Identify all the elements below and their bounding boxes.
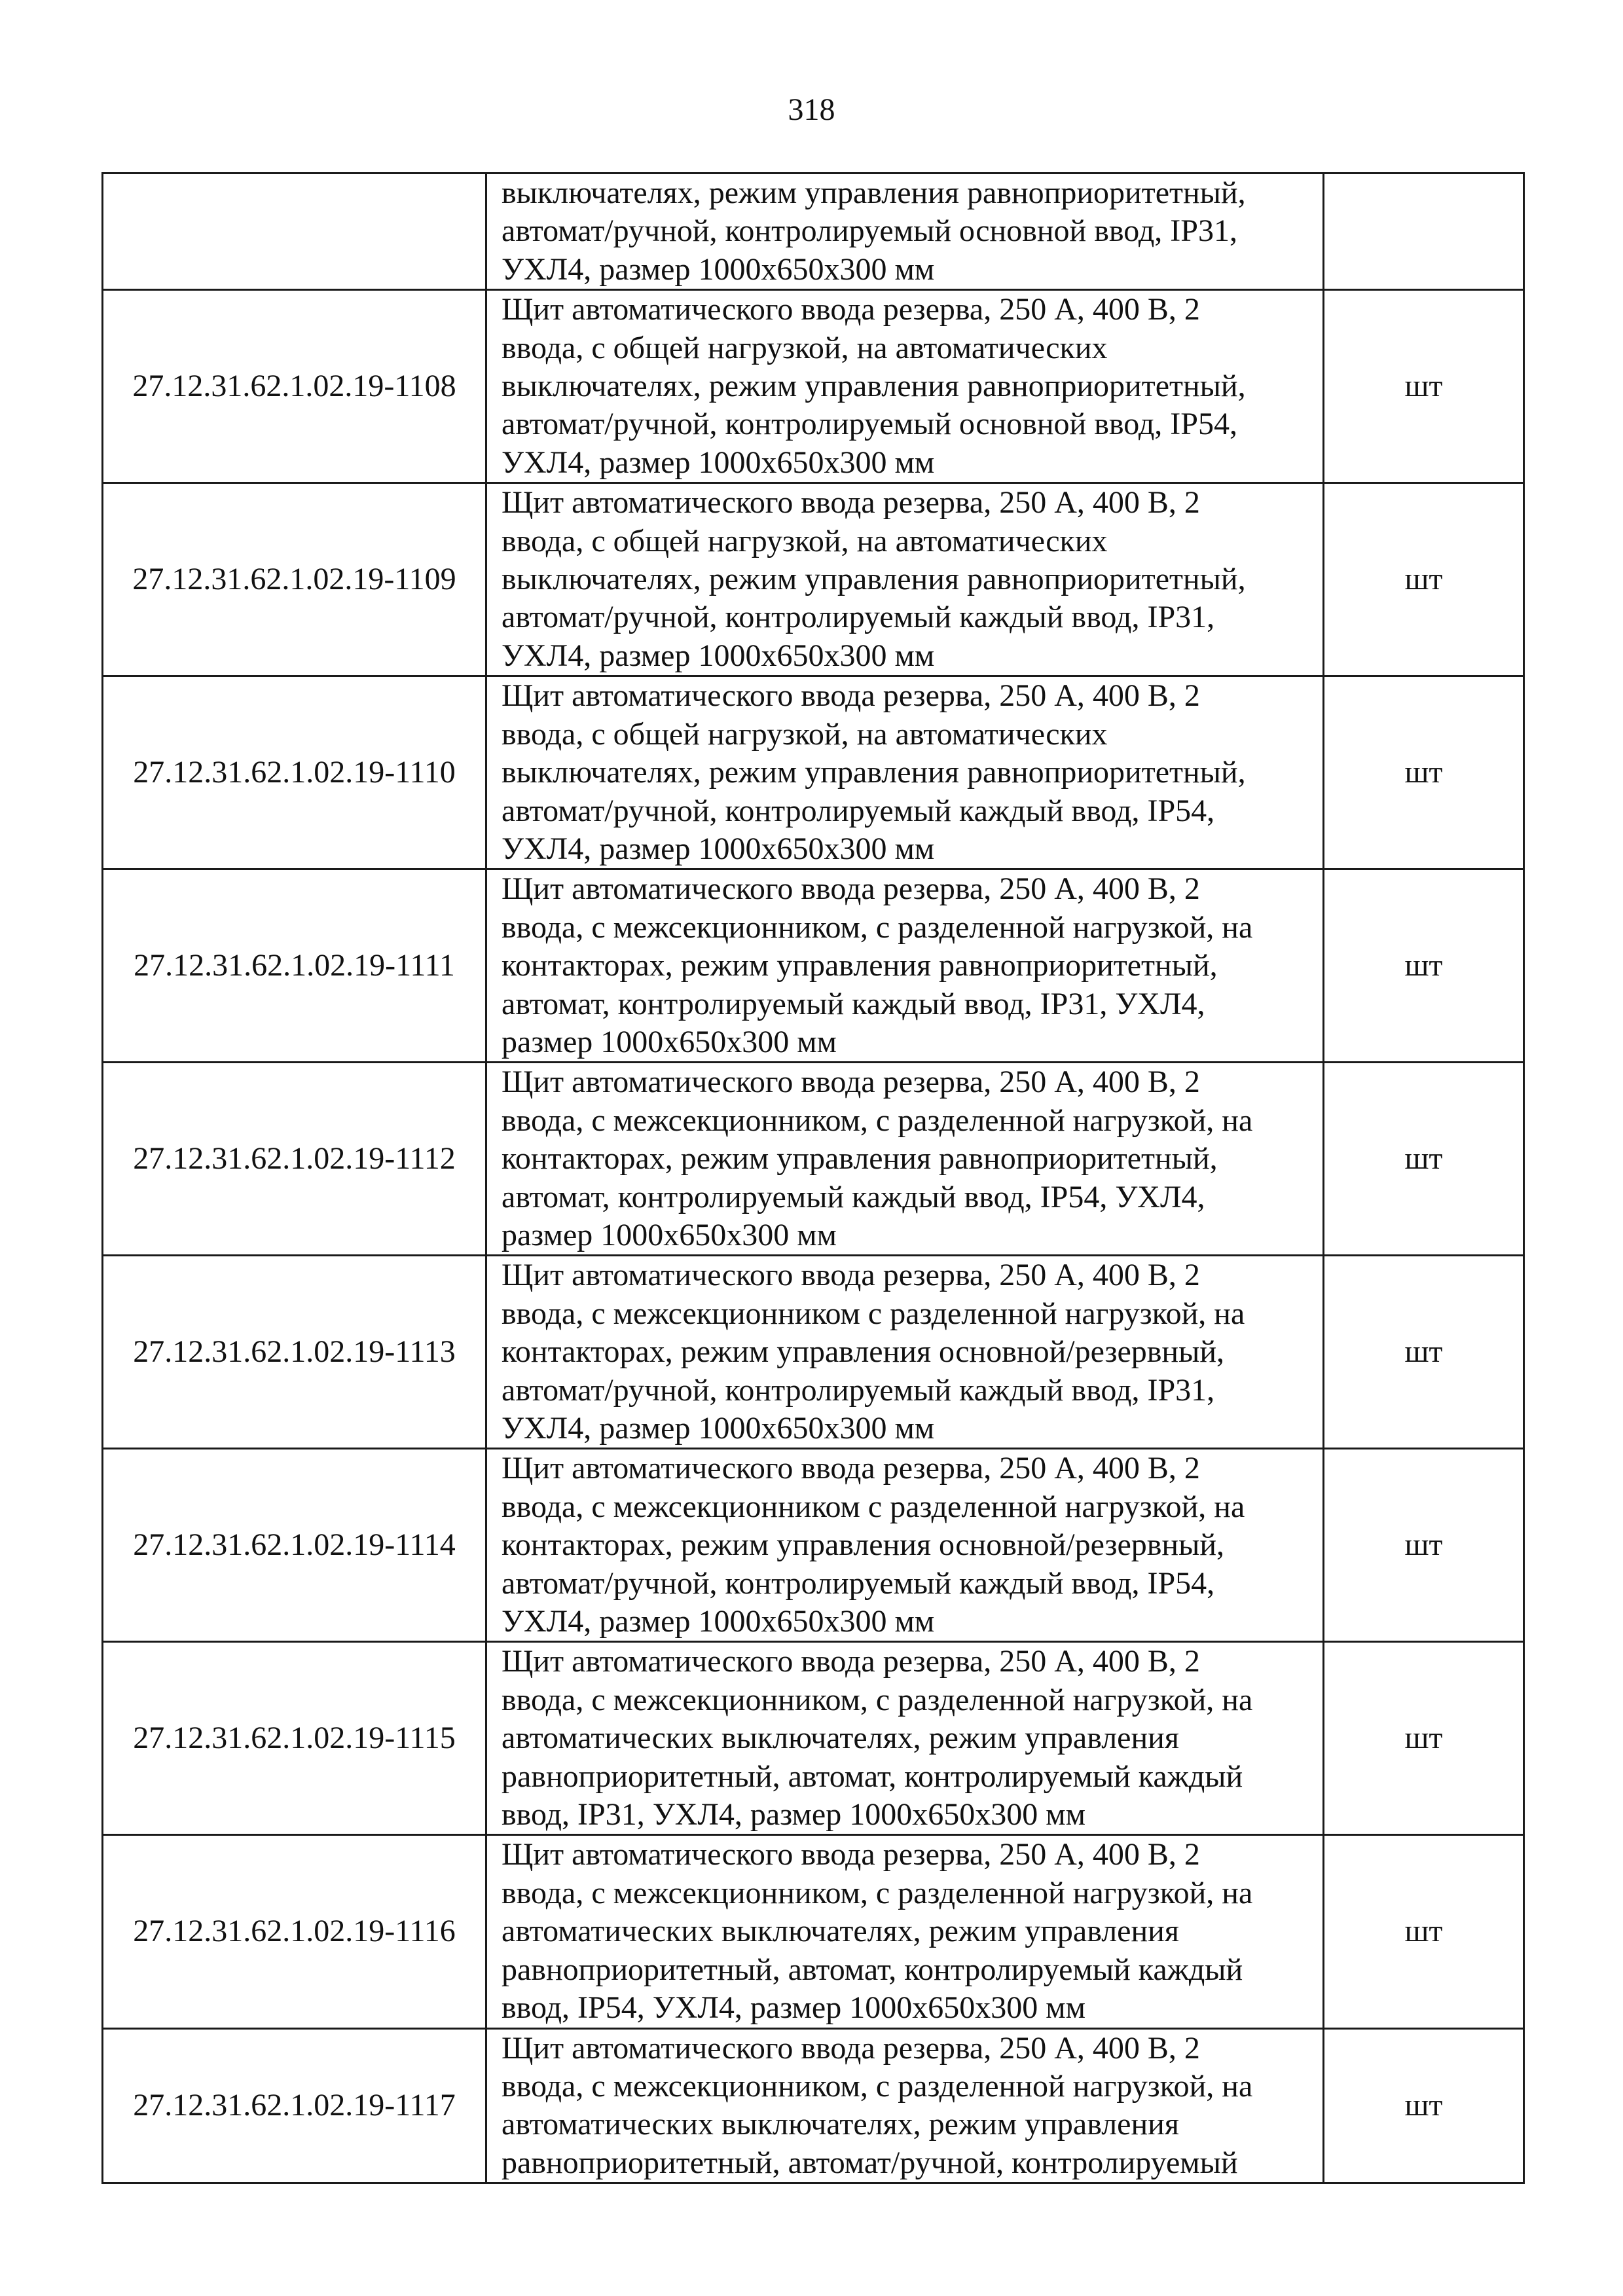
description-line: выключателях, режим управления равноприоритетный, xyxy=(501,369,1246,404)
item-description xyxy=(486,1063,1324,1256)
description-line: ввода, с общей нагрузкой, на автоматических xyxy=(501,330,1108,365)
description-line: Щит автоматического ввода резерва, 250 А, 400 В, 2 xyxy=(501,2030,1200,2066)
description-line: Щит автоматического ввода резерва, 250 А, 400 В, 2 xyxy=(501,1451,1200,1486)
description-line: ввода, с межсекционником, с разделенной нагрузкой, на xyxy=(501,909,1253,945)
description-line: УХЛ4, размер 1000x650x300 мм xyxy=(501,831,935,866)
description-line: равноприоритетный, автомат, контролируемый каждый xyxy=(501,1952,1243,1987)
description-line: Щит автоматического ввода резерва, 250 А, 400 В, 2 xyxy=(501,1258,1200,1293)
description-line: автомат/ручной, контролируемый каждый ввод, IP54, xyxy=(501,1565,1215,1601)
description-line: размер 1000x650x300 мм xyxy=(501,1217,837,1252)
description-line: Щит автоматического ввода резерва, 250 А, 400 В, 2 xyxy=(501,1065,1200,1100)
page-number: 318 xyxy=(788,92,835,127)
item-unit: шт xyxy=(1324,1256,1524,1449)
item-description xyxy=(486,173,1324,290)
item-code: 27.12.31.62.1.02.19-1113 xyxy=(103,1256,486,1449)
specification-table xyxy=(101,172,1525,2184)
item-unit: шт xyxy=(1324,869,1524,1063)
item-code xyxy=(103,173,486,290)
table-row xyxy=(103,676,1524,869)
table-row xyxy=(103,1256,1524,1449)
item-code: 27.12.31.62.1.02.19-1111 xyxy=(103,869,486,1063)
description-line: Щит автоматического ввода резерва, 250 А, 400 В, 2 xyxy=(501,871,1200,907)
description-line: выключателях, режим управления равноприоритетный, xyxy=(501,755,1246,790)
table-row xyxy=(103,483,1524,676)
description-line: ввода, с межсекционником, с разделенной нагрузкой, на xyxy=(501,1682,1253,1717)
table-row xyxy=(103,290,1524,483)
item-description xyxy=(486,2028,1324,2183)
description-line: автоматических выключателях, режим управления xyxy=(501,1914,1179,1949)
description-line: УХЛ4, размер 1000x650x300 мм xyxy=(501,1411,935,1446)
item-unit: шт xyxy=(1324,290,1524,483)
table-row xyxy=(103,1642,1524,1835)
description-line: Щит автоматического ввода резерва, 250 А, 400 В, 2 xyxy=(501,1837,1200,1872)
description-line: автомат/ручной, контролируемый основной ввод, IP54, xyxy=(501,407,1237,442)
description-line: автоматических выключателях, режим управления xyxy=(501,2107,1179,2142)
table-row xyxy=(103,1449,1524,1642)
description-line: размер 1000x650x300 мм xyxy=(501,1024,837,1059)
item-unit: шт xyxy=(1324,1835,1524,2028)
item-code: 27.12.31.62.1.02.19-1109 xyxy=(103,483,486,676)
description-line: автомат/ручной, контролируемый каждый ввод, IP31, xyxy=(501,600,1215,635)
description-line: УХЛ4, размер 1000x650x300 мм xyxy=(501,251,935,287)
item-unit: шт xyxy=(1324,1449,1524,1642)
item-code: 27.12.31.62.1.02.19-1114 xyxy=(103,1449,486,1642)
description-line: ввода, с межсекционником, с разделенной нагрузкой, на xyxy=(501,1875,1253,1910)
item-description xyxy=(486,290,1324,483)
item-code: 27.12.31.62.1.02.19-1112 xyxy=(103,1063,486,1256)
item-description xyxy=(486,1256,1324,1449)
description-line: УХЛ4, размер 1000x650x300 мм xyxy=(501,638,935,673)
description-line: автомат/ручной, контролируемый каждый ввод, IP54, xyxy=(501,793,1215,828)
item-code: 27.12.31.62.1.02.19-1108 xyxy=(103,290,486,483)
table-row xyxy=(103,173,1524,290)
description-line: ввода, с межсекционником, с разделенной нагрузкой, на xyxy=(501,2068,1253,2104)
description-line: выключателях, режим управления равноприоритетный, xyxy=(501,175,1246,210)
item-unit: шт xyxy=(1324,2028,1524,2183)
description-line: Щит автоматического ввода резерва, 250 А, 400 В, 2 xyxy=(501,485,1200,520)
description-line: контакторах, режим управления основной/резервный, xyxy=(501,1334,1225,1370)
item-code: 27.12.31.62.1.02.19-1116 xyxy=(103,1835,486,2028)
item-unit: шт xyxy=(1324,1063,1524,1256)
description-line: автомат, контролируемый каждый ввод, IP54, УХЛ4, xyxy=(501,1179,1205,1214)
description-line: Щит автоматического ввода резерва, 250 А, 400 В, 2 xyxy=(501,678,1200,714)
item-code: 27.12.31.62.1.02.19-1110 xyxy=(103,676,486,869)
item-description xyxy=(486,1642,1324,1835)
item-unit: шт xyxy=(1324,676,1524,869)
description-line: ввод, IP54, УХЛ4, размер 1000x650x300 мм xyxy=(501,1990,1085,2026)
item-unit xyxy=(1324,173,1524,290)
description-line: равноприоритетный, автомат/ручной, контролируемый xyxy=(501,2145,1238,2180)
description-line: выключателях, режим управления равноприоритетный, xyxy=(501,562,1246,597)
description-line: ввода, с общей нагрузкой, на автоматических xyxy=(501,523,1108,558)
table-row xyxy=(103,1063,1524,1256)
description-line: УХЛ4, размер 1000x650x300 мм xyxy=(501,1604,935,1639)
item-description xyxy=(486,483,1324,676)
description-line: Щит автоматического ввода резерва, 250 А, 400 В, 2 xyxy=(501,1644,1200,1679)
table-row xyxy=(103,1835,1524,2028)
description-line: ввода, с межсекционником с разделенной нагрузкой, на xyxy=(501,1296,1245,1331)
description-line: автоматических выключателях, режим управления xyxy=(501,1721,1179,1756)
description-line: автомат/ручной, контролируемый основной ввод, IP31, xyxy=(501,213,1237,249)
table-row xyxy=(103,869,1524,1063)
item-description xyxy=(486,676,1324,869)
description-line: УХЛ4, размер 1000x650x300 мм xyxy=(501,445,935,480)
item-code: 27.12.31.62.1.02.19-1115 xyxy=(103,1642,486,1835)
description-line: равноприоритетный, автомат, контролируемый каждый xyxy=(501,1758,1243,1794)
description-line: ввод, IP31, УХЛ4, размер 1000x650x300 мм xyxy=(501,1797,1085,1832)
description-line: ввода, с межсекционником, с разделенной нагрузкой, на xyxy=(501,1102,1253,1138)
item-description xyxy=(486,1835,1324,2028)
item-unit: шт xyxy=(1324,1642,1524,1835)
description-line: Щит автоматического ввода резерва, 250 А, 400 В, 2 xyxy=(501,292,1200,327)
item-description xyxy=(486,1449,1324,1642)
item-code: 27.12.31.62.1.02.19-1117 xyxy=(103,2028,486,2183)
description-line: автомат/ручной, контролируемый каждый ввод, IP31, xyxy=(501,1372,1215,1408)
description-line: ввода, с общей нагрузкой, на автоматических xyxy=(501,716,1108,752)
description-line: автомат, контролируемый каждый ввод, IP31, УХЛ4, xyxy=(501,986,1205,1021)
description-line: контакторах, режим управления равноприоритетный, xyxy=(501,948,1218,983)
item-unit: шт xyxy=(1324,483,1524,676)
description-line: ввода, с межсекционником с разделенной нагрузкой, на xyxy=(501,1489,1245,1524)
table-row xyxy=(103,2028,1524,2183)
description-line: контакторах, режим управления равноприоритетный, xyxy=(501,1141,1218,1176)
description-line: контакторах, режим управления основной/резервный, xyxy=(501,1527,1225,1563)
item-description xyxy=(486,869,1324,1063)
